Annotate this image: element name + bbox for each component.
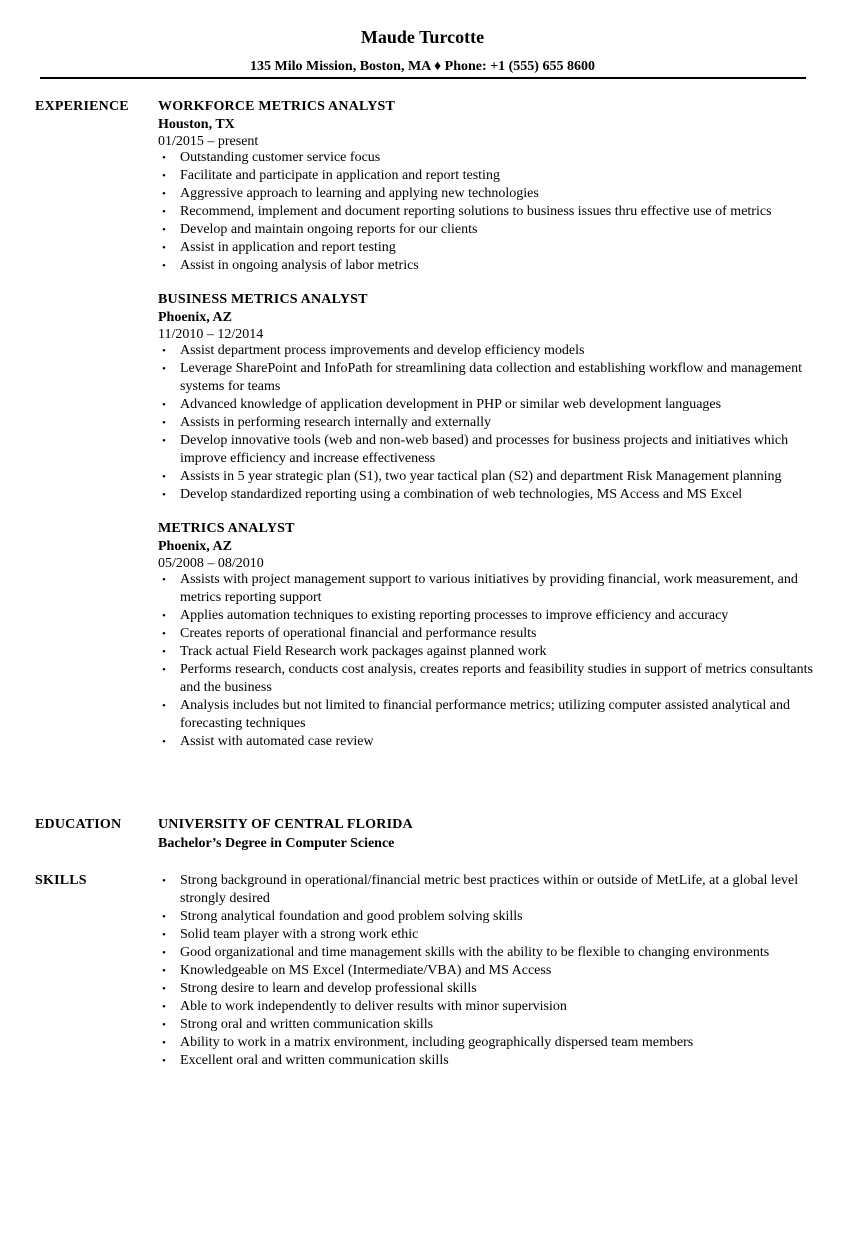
bullet-text: Recommend, implement and document reporting solutions to business issues thru effective use of metrics xyxy=(180,204,772,219)
bullet-icon: • xyxy=(162,1037,166,1049)
list-item xyxy=(158,342,818,360)
list-item xyxy=(158,432,818,468)
skill-text: Able to work independently to deliver results with minor supervision xyxy=(180,999,567,1014)
list-item xyxy=(158,414,818,432)
bullet-text: Facilitate and participate in application and report testing xyxy=(180,168,500,183)
bullet-text: Analysis includes but not limited to financial performance metrics; utilizing computer assisted analytical and forecasting techniques xyxy=(180,698,790,731)
bullet-text: Develop and maintain ongoing reports for our clients xyxy=(180,222,478,237)
bullet-icon: • xyxy=(162,471,166,483)
job-bullets xyxy=(158,571,818,751)
list-item xyxy=(158,1034,818,1052)
bullet-icon: • xyxy=(162,574,166,586)
experience-label: EXPERIENCE xyxy=(35,99,129,114)
job-entry xyxy=(158,98,818,275)
header-divider xyxy=(40,77,806,79)
bullet-text: Assist department process improvements and develop efficiency models xyxy=(180,343,585,358)
job-bullets xyxy=(158,149,818,275)
job-location: Phoenix, AZ xyxy=(158,310,232,325)
bullet-icon: • xyxy=(162,345,166,357)
list-item xyxy=(158,625,818,643)
skill-text: Knowledgeable on MS Excel (Intermediate/VBA) and MS Access xyxy=(180,963,552,978)
job-location: Phoenix, AZ xyxy=(158,539,232,554)
contact-line: 135 Milo Mission, Boston, MA ♦ Phone: +1 (555) 655 8600 xyxy=(250,59,595,74)
degree: Bachelor’s Degree in Computer Science xyxy=(158,836,395,851)
list-item xyxy=(158,607,818,625)
bullet-icon: • xyxy=(162,1019,166,1031)
list-item xyxy=(158,733,818,751)
bullet-text: Aggressive approach to learning and applying new technologies xyxy=(180,186,539,201)
skill-text: Ability to work in a matrix environment, including geographically dispersed team members xyxy=(180,1035,694,1050)
list-item xyxy=(158,468,818,486)
list-item xyxy=(158,872,818,908)
bullet-icon: • xyxy=(162,911,166,923)
bullet-text: Assist in application and report testing xyxy=(180,240,396,255)
bullet-icon: • xyxy=(162,736,166,748)
school-name: UNIVERSITY OF CENTRAL FLORIDA xyxy=(158,817,413,832)
bullet-text: Assists with project management support to various initiatives by providing financial, work measurement, and metrics reporting support xyxy=(180,572,798,605)
list-item xyxy=(158,185,818,203)
bullet-icon: • xyxy=(162,363,166,375)
bullet-text: Assists in 5 year strategic plan (S1), two year tactical plan (S2) and department Risk Management planning xyxy=(180,469,782,484)
bullet-text: Assist in ongoing analysis of labor metrics xyxy=(180,258,419,273)
bullet-text: Track actual Field Research work packages against planned work xyxy=(180,644,547,659)
skill-text: Strong desire to learn and develop professional skills xyxy=(180,981,477,996)
list-item xyxy=(158,1052,818,1070)
skill-text: Excellent oral and written communication skills xyxy=(180,1053,449,1068)
skills-label: SKILLS xyxy=(35,873,87,888)
list-item xyxy=(158,643,818,661)
job-location: Houston, TX xyxy=(158,117,235,132)
list-item xyxy=(158,1016,818,1034)
bullet-icon: • xyxy=(162,1055,166,1067)
skill-text: Strong analytical foundation and good problem solving skills xyxy=(180,909,523,924)
bullet-icon: • xyxy=(162,417,166,429)
bullet-icon: • xyxy=(162,983,166,995)
list-item xyxy=(158,239,818,257)
list-item xyxy=(158,944,818,962)
list-item xyxy=(158,661,818,697)
bullet-icon: • xyxy=(162,170,166,182)
job-entry xyxy=(158,291,818,504)
skill-text: Good organizational and time management skills with the ability to be flexible to changing environments xyxy=(180,945,770,960)
education-label: EDUCATION xyxy=(35,817,122,832)
bullet-icon: • xyxy=(162,700,166,712)
candidate-name: Maude Turcotte xyxy=(360,27,485,47)
list-item xyxy=(158,697,818,733)
list-item xyxy=(158,221,818,239)
bullet-icon: • xyxy=(162,489,166,501)
list-item xyxy=(158,908,818,926)
bullet-icon: • xyxy=(162,1001,166,1013)
bullet-text: Applies automation techniques to existing reporting processes to improve efficiency and accuracy xyxy=(180,608,729,623)
list-item xyxy=(158,360,818,396)
skill-text: Strong background in operational/financial metric best practices within or outside of MetLife, at a global level strongly desired xyxy=(180,873,799,906)
job-dates: 11/2010 – 12/2014 xyxy=(158,327,264,342)
bullet-text: Assists in performing research internally and externally xyxy=(180,415,492,430)
experience-list xyxy=(158,98,818,767)
bullet-icon: • xyxy=(162,242,166,254)
skill-text: Solid team player with a strong work ethic xyxy=(180,927,419,942)
education-body xyxy=(158,816,818,854)
bullet-icon: • xyxy=(162,610,166,622)
list-item xyxy=(158,571,818,607)
bullet-text: Develop standardized reporting using a combination of web technologies, MS Access and MS Excel xyxy=(180,487,743,502)
bullet-icon: • xyxy=(162,628,166,640)
bullet-icon: • xyxy=(162,875,166,887)
job-dates: 01/2015 – present xyxy=(158,134,259,149)
list-item xyxy=(158,257,818,275)
job-bullets xyxy=(158,342,818,504)
bullet-text: Outstanding customer service focus xyxy=(180,150,381,165)
bullet-icon: • xyxy=(162,947,166,959)
job-title: METRICS ANALYST xyxy=(158,521,295,536)
bullet-icon: • xyxy=(162,399,166,411)
list-item xyxy=(158,998,818,1016)
bullet-icon: • xyxy=(162,965,166,977)
bullet-icon: • xyxy=(162,152,166,164)
job-entry xyxy=(158,520,818,751)
list-item xyxy=(158,396,818,414)
bullet-icon: • xyxy=(162,188,166,200)
bullet-text: Develop innovative tools (web and non-web based) and processes for business projects and initiatives which improve efficiency and increase effectiveness xyxy=(180,433,789,466)
list-item xyxy=(158,167,818,185)
bullet-text: Performs research, conducts cost analysis, creates reports and feasibility studies in support of metrics consultants and the business xyxy=(180,662,813,695)
skill-text: Strong oral and written communication skills xyxy=(180,1017,434,1032)
list-item xyxy=(158,486,818,504)
bullet-text: Advanced knowledge of application development in PHP or similar web development languages xyxy=(180,397,722,412)
job-title: BUSINESS METRICS ANALYST xyxy=(158,292,368,307)
bullet-text: Leverage SharePoint and InfoPath for streamlining data collection and establishing workflow and management systems for teams xyxy=(180,361,803,394)
bullet-icon: • xyxy=(162,929,166,941)
list-item xyxy=(158,149,818,167)
bullet-icon: • xyxy=(162,646,166,658)
list-item xyxy=(158,980,818,998)
list-item xyxy=(158,203,818,221)
bullet-text: Assist with automated case review xyxy=(180,734,374,749)
bullet-icon: • xyxy=(162,224,166,236)
skills-list xyxy=(158,872,818,1070)
bullet-text: Creates reports of operational financial and performance results xyxy=(180,626,537,641)
job-dates: 05/2008 – 08/2010 xyxy=(158,556,264,571)
job-title: WORKFORCE METRICS ANALYST xyxy=(158,99,396,114)
bullet-icon: • xyxy=(162,206,166,218)
list-item xyxy=(158,962,818,980)
bullet-icon: • xyxy=(162,260,166,272)
bullet-icon: • xyxy=(162,435,166,447)
bullet-icon: • xyxy=(162,664,166,676)
skills-body xyxy=(158,872,818,1070)
list-item xyxy=(158,926,818,944)
